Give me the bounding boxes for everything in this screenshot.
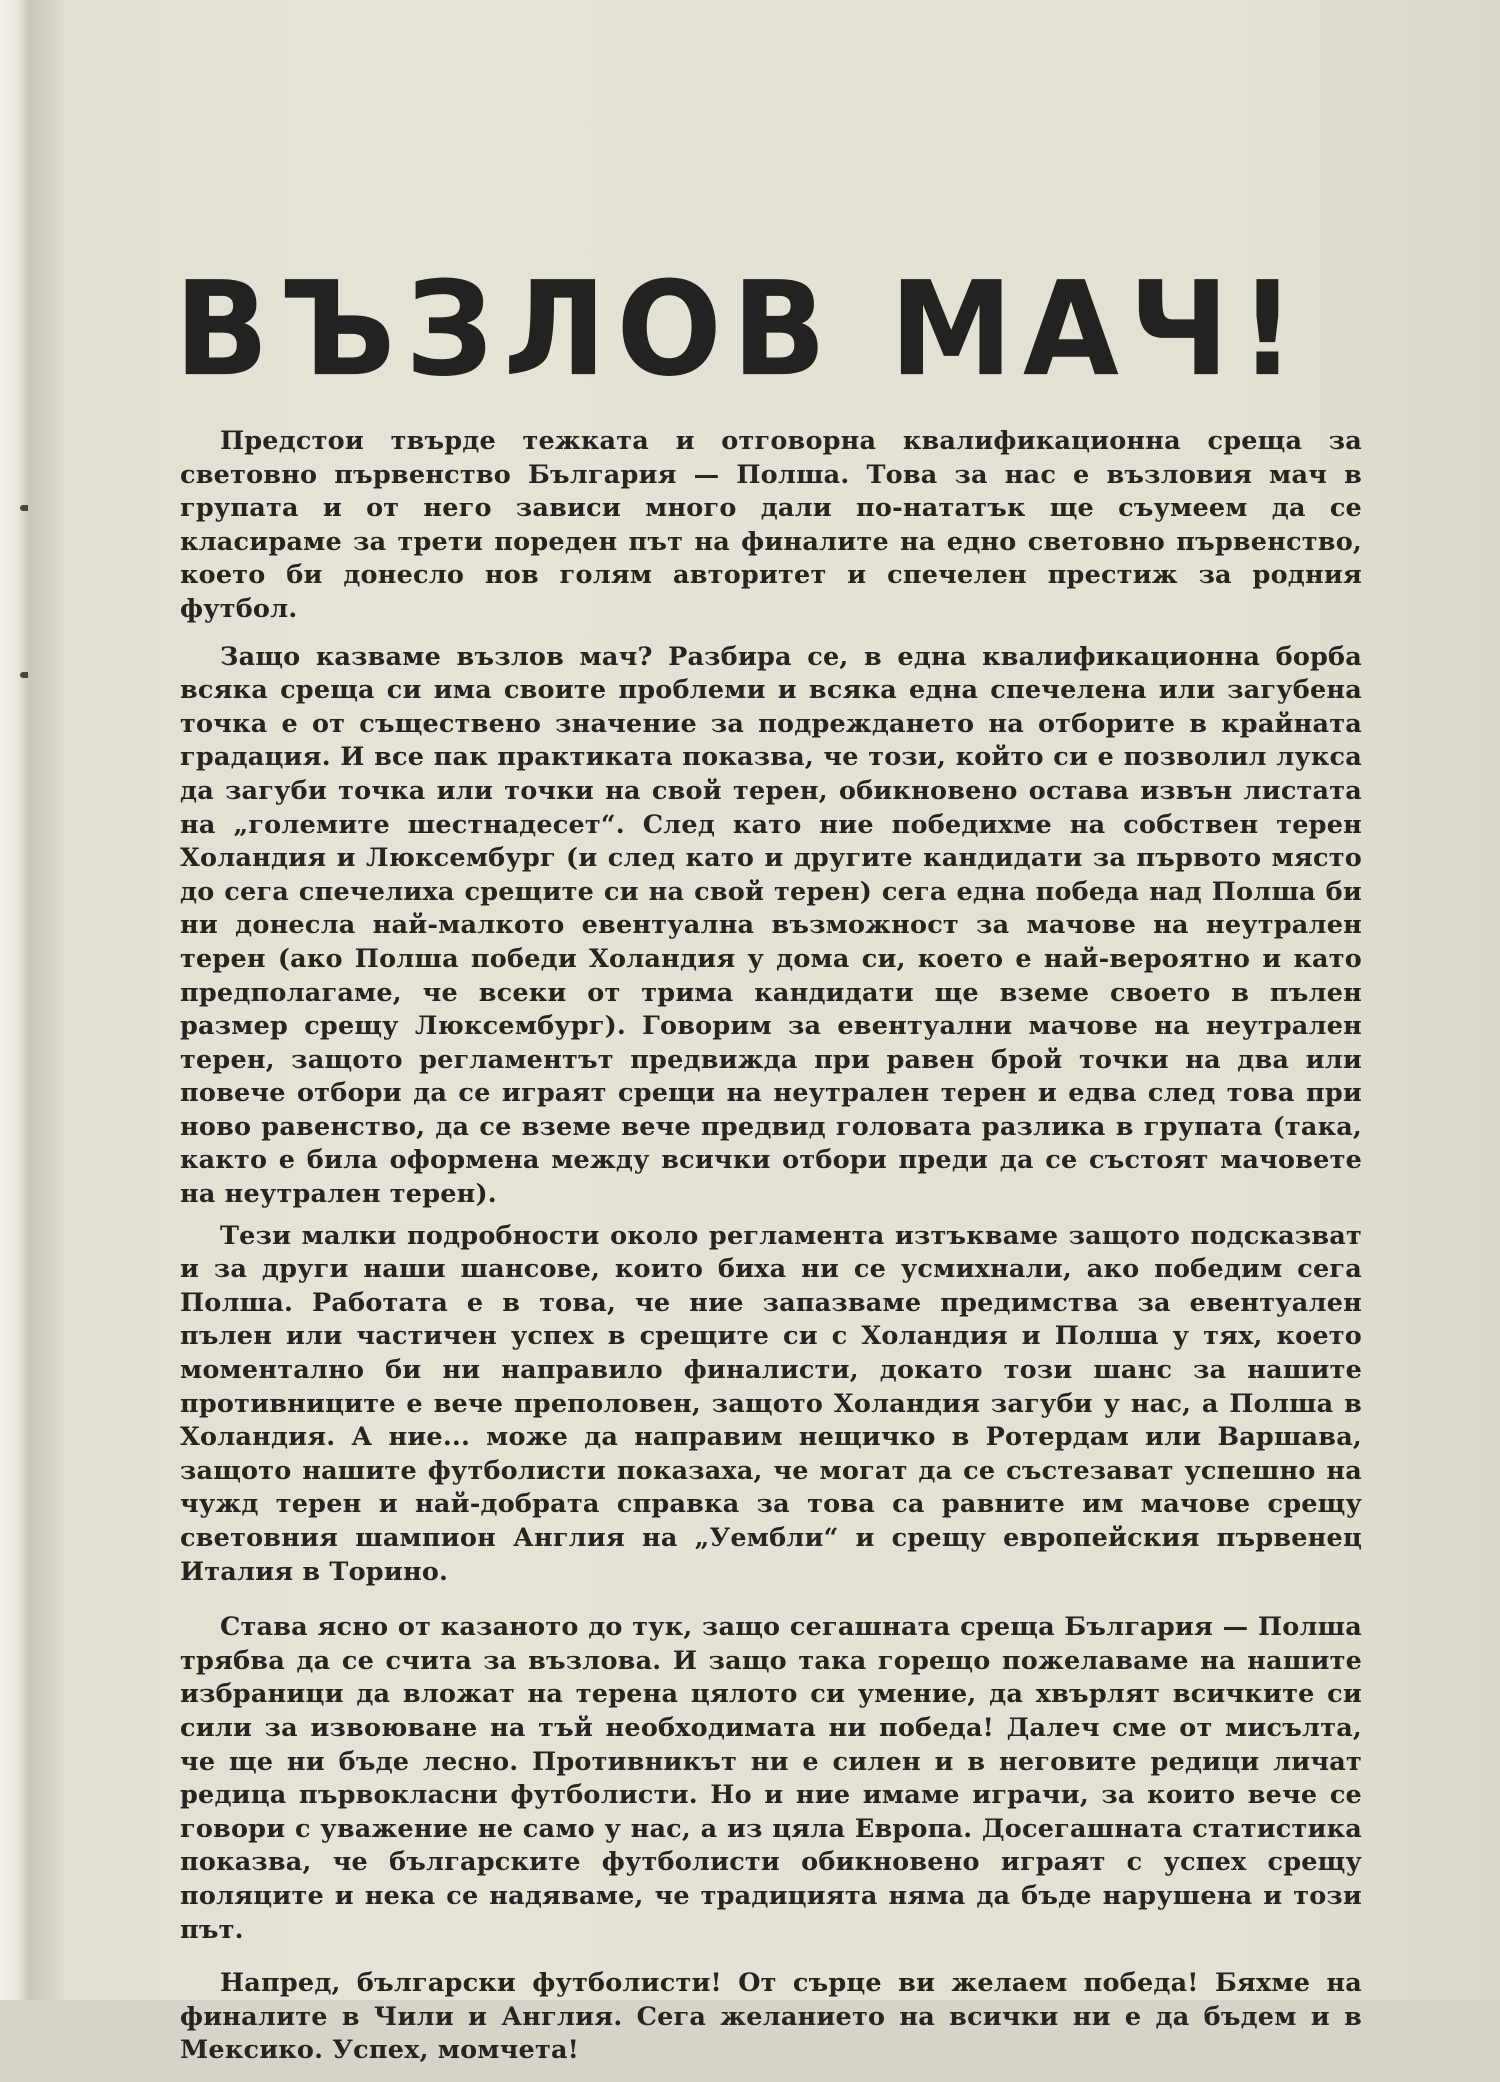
paragraph: Предстои твърде тежката и отговорна квалификационна среща за световно първенство България — Полша. Това за нас е възловия мач в групата и от него зависи много дали по-нататък ще съумеем да се класираме за трети пореден път на финалите на едно световно първенство, което би донесло нов голям авторитет и спечелен престиж за родния футбол. bbox=[180, 426, 1362, 624]
paragraph: Става ясно от казаното до тук, защо сегашната среща България — Полша трябва да се счита за възлова. И защо така горещо пожелаваме на нашите избраници да вложат на терена цялото си умение, да хвърлят всичките си сили за извоюване на тъй необходимата ни победа! Далеч сме от мисълта, че ще ни бъде лесно. Противникът ни е силен и в неговите редици личат редица първокласни футболисти. Но и ние имаме играчи, за които вече се говори с уважение не само у нас, а из цяла Европа. Досегашната статистика показва, че българските футболисти обикновено играят с успех срещу поляците и нека се надяваме, че традицията няма да бъде нарушена и този път. bbox=[180, 1612, 1362, 1945]
paragraph: Защо казваме възлов мач? Разбира се, в една квалификационна борба всяка среща си има своите проблеми и всяка една спечелена или загубена точка е от съществено значение за подреждането на отборите в крайната градация. И все пак практиката показва, че този, който си е позволил лукса да загуби точка или точки на свой терен, обикновено остава извън листата на „големите шестнадесет“. След като ние победихме на собствен терен Холандия и Люксембург (и след като и другите кандидати за първото място до сега спечелиха срещите си на свой терен) сега една победа над Полша би ни донесла най-малкото евентуална възможност за мачове на неутрален терен (ако Полша победи Холандия у дома си, което е най-вероятно и като предполагаме, че всеки от трима кандидати ще вземе своето в пълен размер срещу Люксембург). Говорим за евентуални мачове на неутрален терен, защото регламентът предвижда при равен брой точки на два или повече отбори да се играят срещи на неутрален терен и едва след това при ново равенство, да се вземе вече предвид головата разлика в групата (така, както е била оформена между всички отбори преди да се състоят мачовете на неутрален терен). bbox=[180, 641, 1362, 1210]
page-binding bbox=[0, 0, 28, 2000]
article-title: ВЪЗЛОВ МАЧ! bbox=[174, 254, 1306, 406]
paragraph: Тези малки подробности около регламента изтъкваме защото подсказват и за други наши шансове, които биха ни се усмихнали, ако победим сега Полша. Работата е в това, че ние запазваме предимства за евентуален пълен или частичен успех в срещите си с Холандия и Полша у тях, което моментално би ни направило финалисти, докато този шанс за нашите противниците е вече преполовен, защото Холандия загуби у нас, а Полша в Холандия. А ние... може да направим нещичко в Ротердам или Варшава, защото нашите футболисти показаха, че могат да се състезават успешно на чужд терен и най-добрата справка за това са равните им мачове срещу световния шампион Англия на „Уембли“ и срещу европейския първенец Италия в Торино. bbox=[180, 1220, 1362, 1587]
paragraph: Напред, български футболисти! От сърце ви желаем победа! Бяхме на финалите в Чили и Англия. Сега желанието на всички ни е да бъдем и в Мексико. Успех, момчета! bbox=[180, 1968, 1362, 2066]
article-body bbox=[180, 425, 1362, 2082]
